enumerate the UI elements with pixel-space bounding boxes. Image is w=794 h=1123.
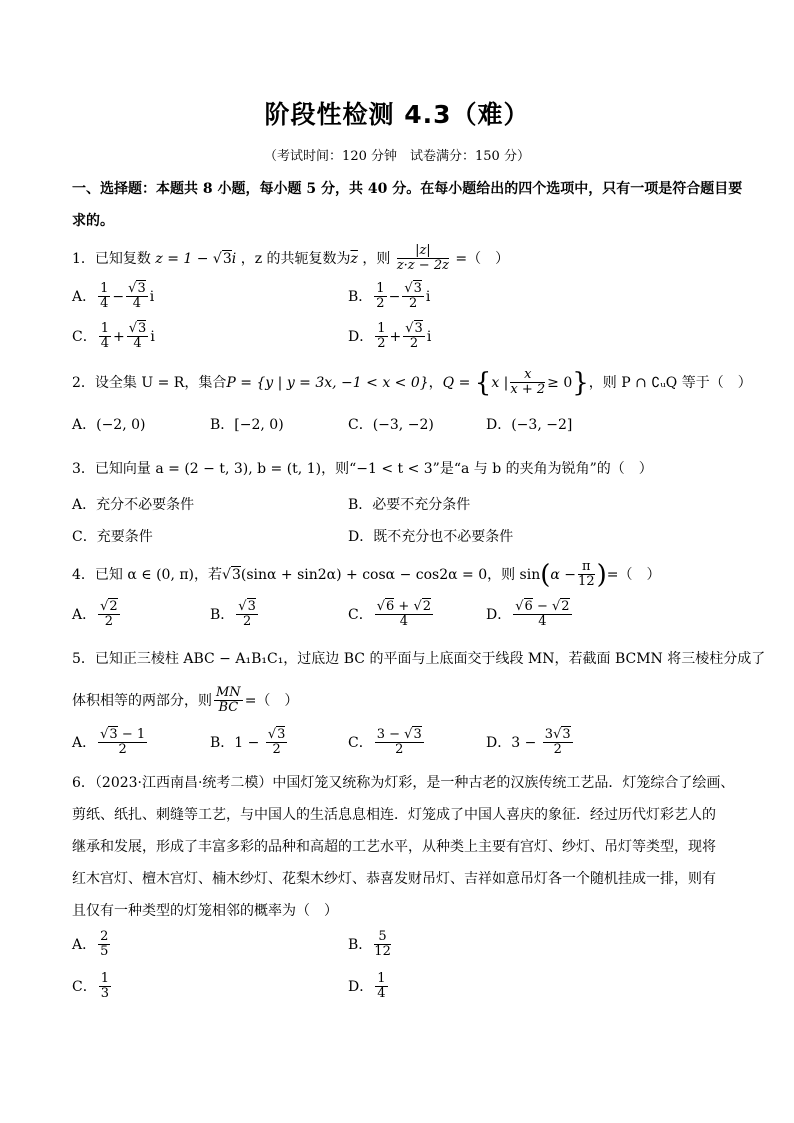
question-2-stem: 2．设全集 U = R，集合P = {y | y = 3x, −1 < x < 0}，Q = {x | $\frac{x}{x + 2}$ ≥ 0}，则 P ∩ ∁ᵤQ 等于（ ） [72,367,752,398]
section-heading-line2: 求的。 [72,213,114,229]
question-1-stem: 1．已知复数 z = 1 − √3i ，z 的共轭复数为$\overline{z}$ ，则 $\frac{|z|}{z\cdot z - 2z}$ =（ ） [72,243,510,274]
question-4-stem: 4．已知 α ∈ (0, π)，若√3(sinα + sin2α) + cosα − cos2α = 0，则 sin(α − $\frac{\pi}{12}$ )=（ ） [72,559,661,590]
q5-option-a[interactable]: A． $\frac{√3 - 1}{2}$ [72,727,146,758]
q5-option-d[interactable]: D．3 − $\frac{3√3}{2}$ [486,727,571,758]
question-5-stem-line1: 5．已知正三棱柱 ABC − A₁B₁C₁，过底边 BC 的平面与上底面交于线段 MN，若截面 BCMN 将三棱柱分成了 [72,651,766,667]
question-6-stem-line3: 继承和发展，形成了丰富多彩的品种和高超的工艺水平，从种类上主要有宫灯、纱灯、吊灯等类型，现将 [72,839,716,855]
q4-option-d[interactable]: D． $\frac{√6 - √2}{4}$ [486,599,570,630]
q1-option-d[interactable]: D． $\frac{1}{2}$ + $\frac{√3}{2}$ i [348,321,432,352]
q2-option-a[interactable]: A．(−2, 0) [72,417,146,433]
q2-option-b[interactable]: B．[−2, 0) [210,417,284,433]
q1-fraction: $\frac{|z|}{z\cdot z - 2z}$ [396,243,449,274]
q4-option-c[interactable]: C． $\frac{√6 + √2}{4}$ [348,599,432,630]
q6-option-c[interactable]: C． $\frac{1}{3}$ [72,971,109,1002]
q3-option-d[interactable]: D．既不充分也不必要条件 [348,529,514,545]
q4-option-a[interactable]: A． $\frac{√2}{2}$ [72,599,118,630]
section-heading-line1: 一、选择题：本题共 8 小题，每小题 5 分，共 40 分。在每小题给出的四个选项中，只有一项是符合题目要 [72,181,743,197]
q1-option-a[interactable]: A． $\frac{1}{4}$ − $\frac{√3}{4}$ i [72,281,155,312]
question-3-stem: 3．已知向量 a = (2 − t, 3), b = (t, 1)，则“−1 < t < 3”是“a 与 b 的夹角为锐角”的（ ） [72,461,653,477]
question-5-stem-line2: 体积相等的两部分，则 $\frac{MN}{BC}$ =（ ） [72,685,299,716]
q3-option-c[interactable]: C．充要条件 [72,529,153,545]
q6-option-b[interactable]: B． $\frac{5}{12}$ [348,929,391,960]
question-6-stem-line1: 6．（2023·江西南昌·统考二模）中国灯笼又统称为灯彩，是一种古老的汉族传统工艺品．灯笼综合了绘画、 [72,775,735,791]
q5-option-b[interactable]: B．1 − $\frac{√3}{2}$ [210,727,286,758]
q2-option-c[interactable]: C．(−3, −2) [348,417,434,433]
q6-option-a[interactable]: A． $\frac{2}{5}$ [72,929,109,960]
q1-option-c[interactable]: C． $\frac{1}{4}$ + $\frac{√3}{4}$ i [72,321,155,352]
q5-option-c[interactable]: C． $\frac{3 - √3}{2}$ [348,727,422,758]
q1-option-b[interactable]: B． $\frac{1}{2}$ − $\frac{√3}{2}$ i [348,281,431,312]
question-6-stem-line2: 剪纸、纸扎、刺缝等工艺，与中国人的生活息息相连．灯笼成了中国人喜庆的象征．经过历代灯彩艺人的 [72,807,716,823]
exam-info: （考试时间：120 分钟 试卷满分：150 分） [264,149,530,164]
page-title: 阶段性检测 4.3（难） [264,100,530,129]
q6-option-d[interactable]: D． $\frac{1}{4}$ [348,971,386,1002]
question-6-stem-line5: 且仅有一种类型的灯笼相邻的概率为（ ） [72,903,338,919]
q4-option-b[interactable]: B． $\frac{√3}{2}$ [210,599,256,630]
question-6-stem-line4: 红木宫灯、檀木宫灯、楠木纱灯、花梨木纱灯、恭喜发财吊灯、吉祥如意吊灯各一个随机挂成一排，则有 [72,871,716,887]
q3-option-b[interactable]: B．必要不充分条件 [348,497,471,513]
q3-option-a[interactable]: A．充分不必要条件 [72,497,195,513]
q2-option-d[interactable]: D．(−3, −2] [486,417,573,433]
